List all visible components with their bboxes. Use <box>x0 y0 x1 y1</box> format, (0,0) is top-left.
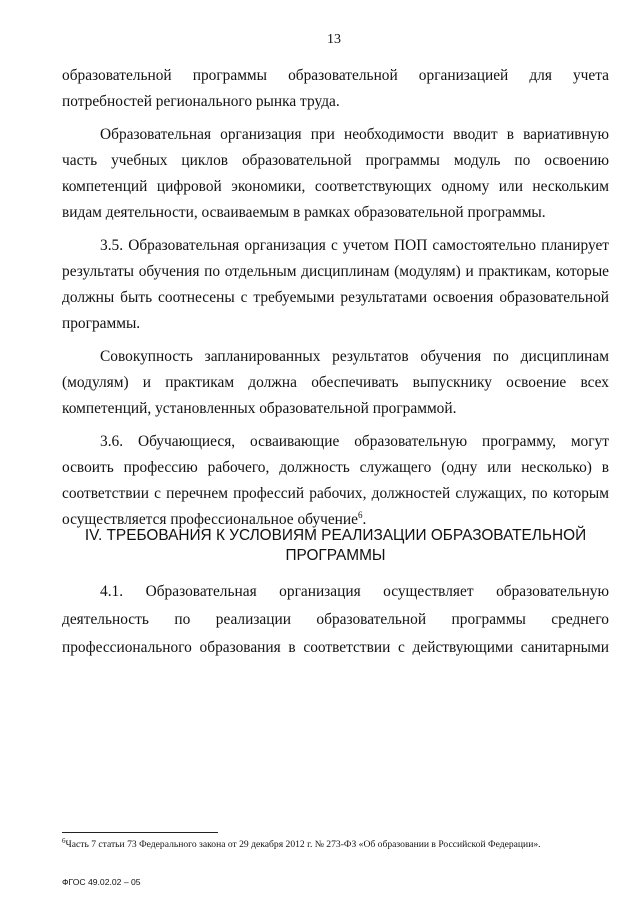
paragraph-learning-outcomes: Совокупность запланированных результатов обучения по дисциплинам (модулям) и практикам должна обеспечивать выпускнику освоение всех компетенций, установленных образовательной программой. <box>62 348 609 417</box>
paragraph-4-1: 4.1. Образовательная организация осуществляет образовательную деятельность по реализации образовательной программы среднего профессионального образования в соответствии с действующими санитарными <box>62 583 609 656</box>
page-number: 13 <box>327 32 341 47</box>
footnote <box>62 836 622 851</box>
footnote-text: Часть 7 статьи 73 Федерального закона от 29 декабря 2012 г. № 273-ФЗ «Об образовании в Российской Федерации». <box>65 839 541 850</box>
section-3-text <box>62 63 609 533</box>
document-code: ФГОС 49.02.02 – 05 <box>62 877 141 887</box>
section-heading: IV. ТРЕБОВАНИЯ К УСЛОВИЯМ РЕАЛИЗАЦИИ ОБРАЗОВАТЕЛЬНОЙ ПРОГРАММЫ <box>84 527 587 564</box>
section-4-text <box>62 578 609 662</box>
paragraph-3-5: 3.5. Образовательная организация с учетом ПОП самостоятельно планирует результаты обучения по отдельным дисциплинам (модулям) и практикам, которые должны быть соотнесены с требуемыми результатами освоения образовательной программы. <box>62 237 609 332</box>
footnote-reference: 6 <box>357 509 363 520</box>
paragraph-digital-economy-module: Образовательная организация при необходимости вводит в вариативную часть учебных циклов образовательной программы модуль по освоению компетенций цифровой экономики, соответствующих одному или нескольким видам деятельности, осваиваемым в рамках образовательной программы. <box>62 126 609 221</box>
paragraph-3-6: 3.6. Обучающиеся, осваивающие образовательную программу, могут освоить профессию рабочего, должность служащего (одну или несколько) в соответствии с перечнем профессий рабочих, должностей служащих, по которым осуществляется профессиональное обучение$^6$. <box>62 433 609 528</box>
paragraph-3-6-text: 3.6. Обучающиеся, осваивающие образовательную программу, могут освоить профессию рабочего, должность служащего (одну или несколько) в соответствии с перечнем профессий рабочих, должностей служащих, по которым осуществляется профессиональное обучение <box>62 433 609 528</box>
footnote-divider <box>62 832 218 833</box>
paragraph-continuation: образовательной программы образовательной организацией для учета потребностей регионального рынка труда. <box>62 67 609 110</box>
footnote-marker: 6 <box>62 836 66 845</box>
